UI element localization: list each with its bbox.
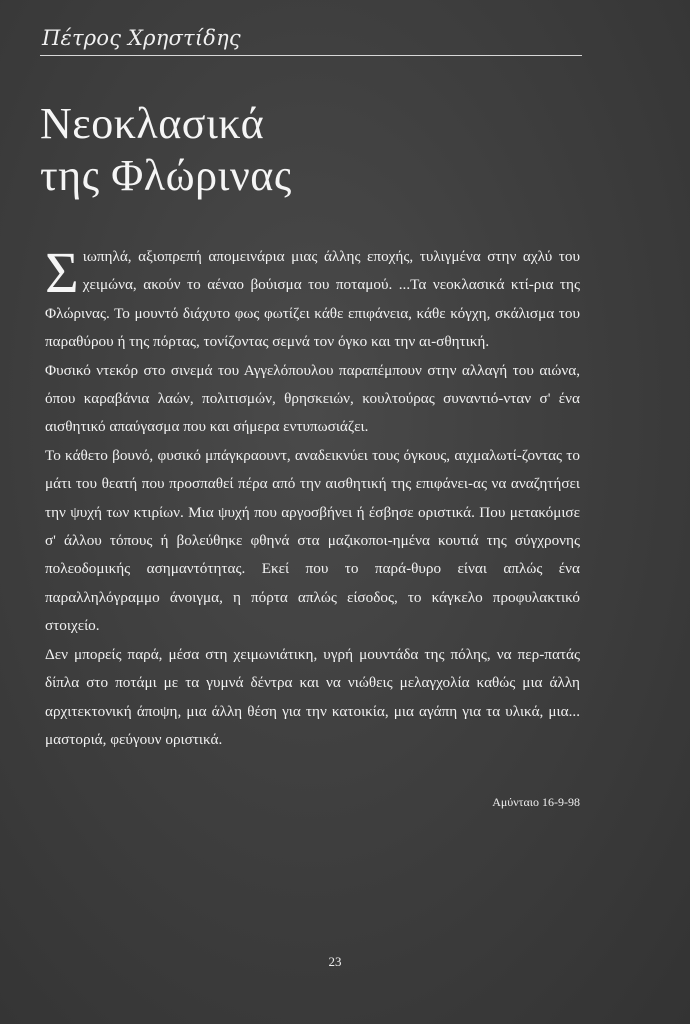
header-rule <box>40 55 582 56</box>
paragraph-1 <box>45 240 580 357</box>
place-date-signature: Αμύνταιο 16-9-98 <box>492 795 580 809</box>
paragraph-4: Δεν μπορείς παρά, μέσα στη χειμωνιάτικη, υγρή μουντάδα της πόλης, να περ-πατάς δίπλα στο ποτάμι με τα γυμνά δέντρα και να νιώθεις μελαγχολία καθώς μια άλλη αρχιτεκτονική άποψη, μια άλλη θέση για την κατοικία, μια αγάπη για τα υλικά, μια... μαστοριά, φεύγουν οριστικά. <box>45 645 580 748</box>
paragraph-2: Φυσικό ντεκόρ στο σινεμά του Αγγελόπουλου παραπέμπουν στην αλλαγή του αιώνα, όπου καραβάνια λαών, πολιτισμών, θρησκειών, κουλτούρας συναντιό-νταν σ' ένα αισθητικό απαύγασμα που και σήμερα εντυπωσιάζει. <box>45 361 580 436</box>
drop-cap: Σ <box>45 240 79 305</box>
title-line-2: της Φλώρινας <box>40 151 292 200</box>
title-line-1: Νεοκλασικά <box>40 99 265 148</box>
paragraph-3: Το κάθετο βουνό, φυσικό μπάγκραουντ, αναδεικνύει τους όγκους, αιχμαλωτί-ζοντας το μάτι του θεατή που προσπαθεί πέρα από την αισθητική της επιφάνει-ας να αναζητήσει την ψυχή των κτιρίων. Μια ψυχή που αργοσβήνει ή έσβησε οριστικά. Που μετακόμισε σ' άλλου τόπους ή βολεύθηκε φθηνά στα μαζικοποι-ημένα κουτιά της σύγχρονης πολεοδομικής ασημαντότητας. Εκεί που το παρά-θυρο είναι απλώς ένα παραλληλόγραμμο άνοιγμα, η πόρτα απλώς είσοδος, το κάγκελο προφυλακτικό στοιχείο. <box>45 446 580 635</box>
paragraph-1-text: ιωπηλά, αξιοπρεπή απομεινάρια μιας άλλης εποχής, τυλιγμένα στην αχλύ του χειμώνα, ακούν το αέναο βούισμα του ποταμού. ...Τα νεοκλασικά κτί-ρια της Φλώρινας. Το μουντό διάχυτο φως φωτίζει κάθε επιφάνεια, κάθε κόγχη, σκάλισμα του παραθύρου ή της πόρτας, τονίζοντας σεμνά τον όγκο και την αι-σθητική. <box>45 248 580 351</box>
author-name: Πέτρος Χρηστίδης <box>42 26 241 50</box>
page-number: 23 <box>328 954 342 969</box>
article-body <box>45 240 580 754</box>
article-title <box>40 98 292 202</box>
